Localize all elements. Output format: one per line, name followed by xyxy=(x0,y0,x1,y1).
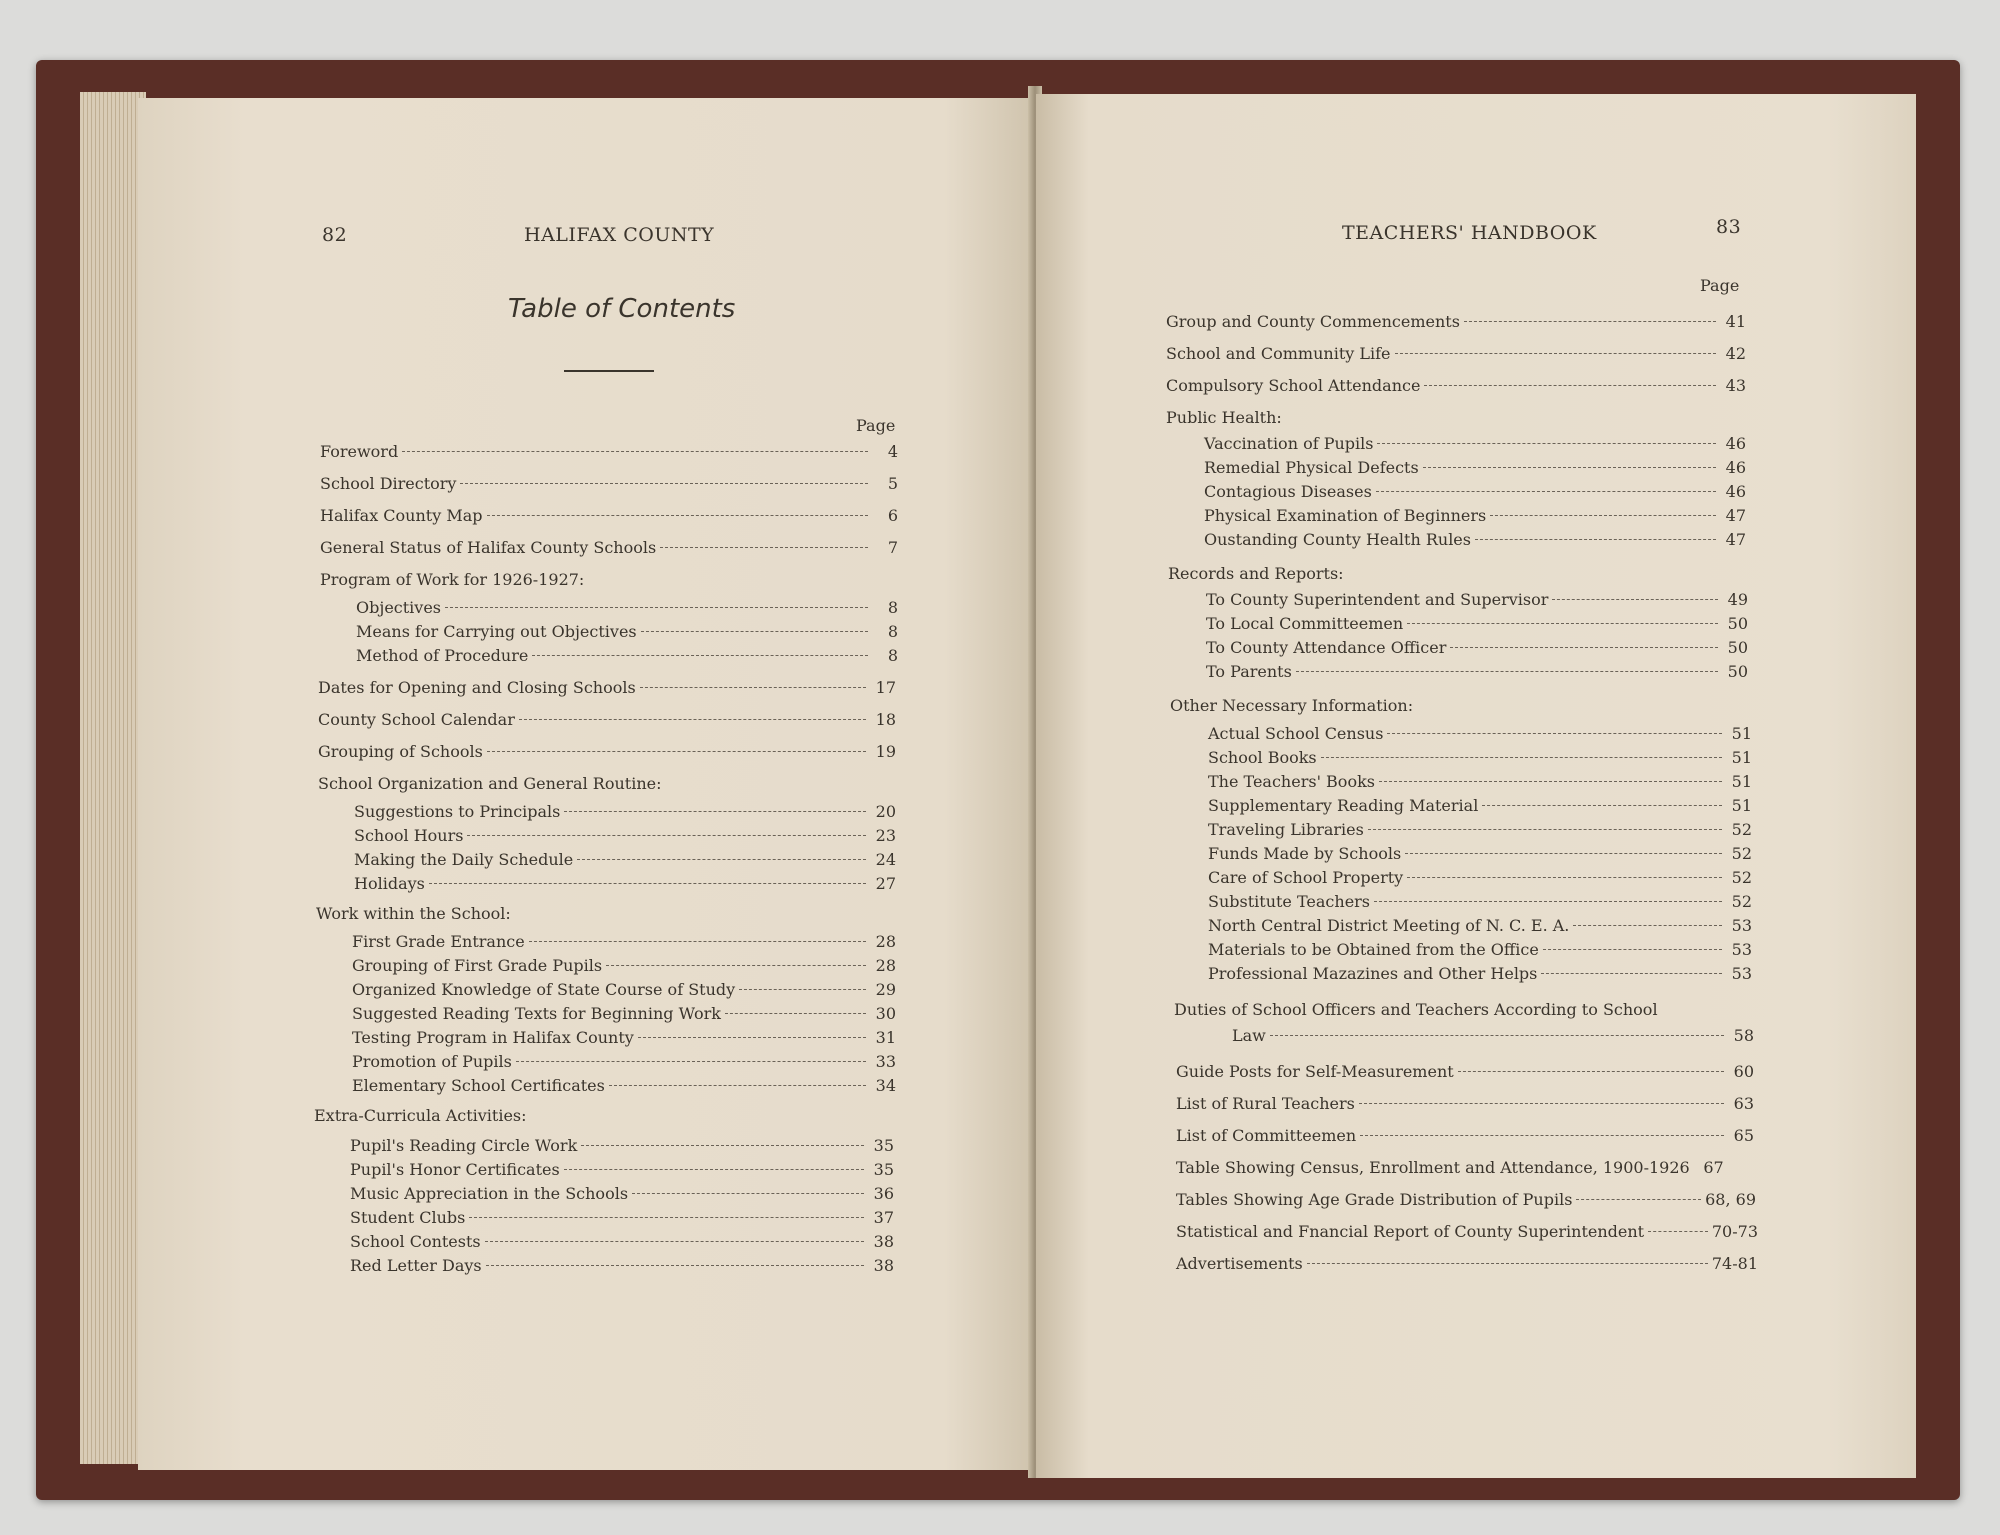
toc-subentry[interactable] xyxy=(350,1232,894,1251)
entry-page: 7 xyxy=(887,538,898,557)
toc-subentry[interactable] xyxy=(1208,724,1752,743)
left-page-column-label: Page xyxy=(856,416,896,435)
entry-page: 42 xyxy=(1725,344,1746,363)
toc-subentry[interactable] xyxy=(356,622,898,641)
entry-page: 35 xyxy=(873,1136,894,1155)
toc-subentry[interactable] xyxy=(350,1208,894,1227)
entry-page: 28 xyxy=(875,956,896,975)
toc-subentry[interactable] xyxy=(350,1136,894,1155)
entry-page: 50 xyxy=(1727,614,1748,633)
entry-page: 23 xyxy=(875,826,896,845)
entry-label: To Local Committeemen xyxy=(1206,614,1404,633)
entry-page: 20 xyxy=(875,802,896,821)
leader-dots xyxy=(577,859,866,860)
leader-dots xyxy=(1543,949,1722,950)
toc-subentry[interactable] xyxy=(1208,916,1752,935)
leader-dots xyxy=(487,751,866,752)
leader-dots xyxy=(1450,647,1718,648)
entry-label: Remedial Physical Defects xyxy=(1204,458,1419,477)
leader-dots xyxy=(606,965,866,966)
entry-label: To County Attendance Officer xyxy=(1206,638,1447,657)
toc-entry[interactable] xyxy=(318,710,896,729)
entry-page: 34 xyxy=(875,1076,896,1095)
right-page-number: 83 xyxy=(1716,216,1742,238)
toc-subentry[interactable] xyxy=(356,598,898,617)
entry-page: 46 xyxy=(1725,482,1746,501)
entry-label: Suggestions to Principals xyxy=(354,802,561,821)
leader-dots xyxy=(1387,733,1722,734)
entry-label: Table Showing Census, Enrollment and Attendance, 1900-1926 xyxy=(1176,1158,1690,1177)
toc-subentry[interactable] xyxy=(1206,614,1748,633)
toc-entry-continuation[interactable] xyxy=(1232,1026,1754,1045)
entry-page: 53 xyxy=(1731,916,1752,935)
leader-dots xyxy=(1368,829,1722,830)
entry-label: Compulsory School Attendance xyxy=(1166,376,1421,395)
toc-subentry[interactable] xyxy=(1206,590,1748,609)
toc-subentry[interactable] xyxy=(1204,530,1746,549)
leader-dots xyxy=(1475,539,1716,540)
entry-label: Making the Daily Schedule xyxy=(354,850,574,869)
toc-subentry[interactable] xyxy=(1204,506,1746,525)
entry-page: 27 xyxy=(875,874,896,893)
leader-dots xyxy=(632,1193,864,1194)
toc-subentry[interactable] xyxy=(352,1076,896,1095)
entry-label: Advertisements xyxy=(1176,1254,1303,1273)
toc-section-heading: Records and Reports: xyxy=(1168,564,1344,583)
toc-subentry[interactable] xyxy=(1208,820,1752,839)
toc-entry[interactable] xyxy=(1176,1190,1756,1209)
leader-dots xyxy=(469,1217,864,1218)
entry-page: 8 xyxy=(887,646,898,665)
entry-label: Supplementary Reading Material xyxy=(1208,796,1479,815)
toc-subentry[interactable] xyxy=(1208,940,1752,959)
leader-dots xyxy=(460,483,868,484)
entry-label: Vaccination of Pupils xyxy=(1204,434,1374,453)
entry-page: 53 xyxy=(1731,940,1752,959)
entry-label: Holidays xyxy=(354,874,425,893)
right-running-head: TEACHERS' HANDBOOK xyxy=(1342,222,1597,244)
leader-dots xyxy=(445,607,868,608)
right-page-column-label: Page xyxy=(1700,276,1740,295)
leader-dots xyxy=(1458,1071,1724,1072)
toc-subentry[interactable] xyxy=(352,1004,896,1023)
toc-entry[interactable] xyxy=(1166,344,1746,363)
entry-label: Student Clubs xyxy=(350,1208,466,1227)
right-page xyxy=(1036,94,1916,1478)
leader-dots xyxy=(581,1145,864,1146)
toc-entry[interactable] xyxy=(320,538,898,557)
leader-dots xyxy=(1482,805,1722,806)
entry-page: 49 xyxy=(1727,590,1748,609)
entry-page: 41 xyxy=(1725,312,1746,331)
toc-entry[interactable] xyxy=(320,442,898,461)
leader-dots xyxy=(1490,515,1716,516)
toc-subentry[interactable] xyxy=(350,1160,894,1179)
entry-page: 67 xyxy=(1703,1158,1724,1177)
entry-page: 29 xyxy=(875,980,896,999)
toc-subentry[interactable] xyxy=(1204,458,1746,477)
leader-dots xyxy=(725,1013,866,1014)
entry-label: School Contests xyxy=(350,1232,481,1251)
leader-dots xyxy=(532,655,868,656)
entry-label: To Parents xyxy=(1206,662,1292,681)
entry-page: 60 xyxy=(1733,1062,1754,1081)
entry-page: 52 xyxy=(1731,868,1752,887)
toc-subentry[interactable] xyxy=(1208,868,1752,887)
leader-dots xyxy=(487,515,869,516)
entry-page: 52 xyxy=(1731,892,1752,911)
entry-label: Elementary School Certificates xyxy=(352,1076,605,1095)
toc-subentry[interactable] xyxy=(352,956,896,975)
entry-page: 31 xyxy=(875,1028,896,1047)
entry-page: 70-73 xyxy=(1711,1222,1758,1241)
entry-label: Materials to be Obtained from the Office xyxy=(1208,940,1539,959)
entry-label: Physical Examination of Beginners xyxy=(1204,506,1487,525)
toc-subentry[interactable] xyxy=(356,646,898,665)
entry-label: Objectives xyxy=(356,598,442,617)
entry-page: 52 xyxy=(1731,820,1752,839)
leader-dots xyxy=(1576,1199,1701,1200)
entry-page: 5 xyxy=(887,474,898,493)
leader-dots xyxy=(1359,1103,1724,1104)
toc-section-heading: Public Health: xyxy=(1166,408,1282,427)
toc-section-heading: Extra-Curricula Activities: xyxy=(314,1106,527,1125)
entry-page: 46 xyxy=(1725,434,1746,453)
toc-subentry[interactable] xyxy=(350,1184,894,1203)
toc-subentry[interactable] xyxy=(1204,482,1746,501)
toc-subentry[interactable] xyxy=(352,980,896,999)
entry-page: 33 xyxy=(875,1052,896,1071)
entry-label: First Grade Entrance xyxy=(352,932,525,951)
entry-label: Suggested Reading Texts for Beginning Work xyxy=(352,1004,721,1023)
toc-subentry[interactable] xyxy=(350,1256,894,1275)
leader-dots xyxy=(1464,321,1716,322)
entry-label: Law xyxy=(1232,1026,1266,1045)
entry-page: 4 xyxy=(887,442,898,461)
entry-label: Organized Knowledge of State Course of Study xyxy=(352,980,736,999)
toc-entry[interactable] xyxy=(1176,1062,1754,1081)
entry-label: The Teachers' Books xyxy=(1208,772,1375,791)
left-page-number: 82 xyxy=(322,224,348,246)
leader-dots xyxy=(519,719,866,720)
leader-dots xyxy=(516,1061,866,1062)
entry-label: Traveling Libraries xyxy=(1208,820,1364,839)
toc-entry[interactable] xyxy=(320,506,898,525)
entry-label: School and Community Life xyxy=(1166,344,1391,363)
leader-dots xyxy=(486,1265,864,1266)
leader-dots xyxy=(1423,467,1716,468)
leader-dots xyxy=(1270,1035,1724,1036)
entry-label: School Books xyxy=(1208,748,1317,767)
left-running-head: HALIFAX COUNTY xyxy=(524,224,715,246)
entry-page: 36 xyxy=(873,1184,894,1203)
left-page xyxy=(138,98,1034,1470)
leader-dots xyxy=(1405,853,1722,854)
entry-page: 63 xyxy=(1733,1094,1754,1113)
leader-dots xyxy=(1407,877,1722,878)
toc-section-heading: School Organization and General Routine: xyxy=(318,774,662,793)
leader-dots xyxy=(1321,757,1722,758)
entry-label: To County Superintendent and Supervisor xyxy=(1206,590,1549,609)
toc-subentry[interactable] xyxy=(1206,638,1748,657)
entry-page: 8 xyxy=(887,622,898,641)
leader-dots xyxy=(529,941,866,942)
entry-label: Oustanding County Health Rules xyxy=(1204,530,1471,549)
leader-dots xyxy=(1395,353,1717,354)
entry-page: 37 xyxy=(873,1208,894,1227)
leader-dots xyxy=(564,1169,864,1170)
entry-page: 51 xyxy=(1731,796,1752,815)
entry-page: 47 xyxy=(1725,506,1746,525)
leader-dots xyxy=(1360,1135,1724,1136)
toc-subentry[interactable] xyxy=(352,1052,896,1071)
leader-dots xyxy=(660,547,868,548)
leader-dots xyxy=(1374,901,1722,902)
entry-label: North Central District Meeting of N. C. E. A. xyxy=(1208,916,1570,935)
toc-entry[interactable] xyxy=(1176,1222,1758,1241)
entry-page: 58 xyxy=(1733,1026,1754,1045)
entry-page: 28 xyxy=(875,932,896,951)
leader-dots xyxy=(1573,925,1722,926)
entry-label: Actual School Census xyxy=(1208,724,1384,743)
entry-page: 52 xyxy=(1731,844,1752,863)
entry-page: 38 xyxy=(873,1232,894,1251)
toc-section-heading: Work within the School: xyxy=(316,904,511,923)
entry-page: 74-81 xyxy=(1711,1254,1758,1273)
leader-dots xyxy=(1541,973,1722,974)
toc-entry[interactable] xyxy=(1166,376,1746,395)
toc-entry[interactable] xyxy=(318,678,896,697)
toc-section-heading: Program of Work for 1926-1927: xyxy=(320,570,585,589)
entry-page: 46 xyxy=(1725,458,1746,477)
entry-label: Statistical and Fnancial Report of County Superintendent xyxy=(1176,1222,1645,1241)
entry-label: Substitute Teachers xyxy=(1208,892,1371,911)
entry-label: Means for Carrying out Objectives xyxy=(356,622,637,641)
entry-label: List of Rural Teachers xyxy=(1176,1094,1355,1113)
entry-label: Dates for Opening and Closing Schools xyxy=(318,678,636,697)
entry-page: 8 xyxy=(887,598,898,617)
toc-entry[interactable] xyxy=(318,742,896,761)
leader-dots xyxy=(638,1037,866,1038)
toc-entry[interactable] xyxy=(1176,1094,1754,1113)
entry-label: Contagious Diseases xyxy=(1204,482,1372,501)
leader-dots xyxy=(1552,599,1718,600)
toc-subentry[interactable] xyxy=(1208,772,1752,791)
entry-label: Promotion of Pupils xyxy=(352,1052,512,1071)
toc-subentry[interactable] xyxy=(1208,964,1752,983)
entry-page: 51 xyxy=(1731,772,1752,791)
toc-subentry[interactable] xyxy=(1208,844,1752,863)
entry-page: 18 xyxy=(875,710,896,729)
toc-subentry[interactable] xyxy=(1204,434,1746,453)
toc-title: Table of Contents xyxy=(508,294,736,324)
toc-subentry[interactable] xyxy=(1208,892,1752,911)
entry-label: Grouping of Schools xyxy=(318,742,483,761)
entry-label: List of Committeemen xyxy=(1176,1126,1357,1145)
entry-label: Method of Procedure xyxy=(356,646,529,665)
leader-dots xyxy=(641,631,868,632)
leader-dots xyxy=(739,989,866,990)
entry-label: Group and County Commencements xyxy=(1166,312,1460,331)
entry-label: School Directory xyxy=(320,474,457,493)
entry-label: Red Letter Days xyxy=(350,1256,482,1275)
entry-page: 43 xyxy=(1725,376,1746,395)
entry-page: 53 xyxy=(1731,964,1752,983)
leader-dots xyxy=(1407,623,1718,624)
entry-label: General Status of Halifax County Schools xyxy=(320,538,657,557)
toc-subentry[interactable] xyxy=(352,932,896,951)
toc-subentry[interactable] xyxy=(354,850,896,869)
toc-subentry[interactable] xyxy=(1208,796,1752,815)
entry-page: 38 xyxy=(873,1256,894,1275)
toc-entry[interactable] xyxy=(1166,312,1746,331)
entry-label: County School Calendar xyxy=(318,710,515,729)
toc-entry[interactable] xyxy=(1176,1254,1758,1273)
entry-page: 19 xyxy=(875,742,896,761)
entry-label: Grouping of First Grade Pupils xyxy=(352,956,603,975)
entry-label: Funds Made by Schools xyxy=(1208,844,1402,863)
entry-label: Guide Posts for Self-Measurement xyxy=(1176,1062,1454,1081)
leader-dots xyxy=(1648,1231,1708,1232)
toc-subentry[interactable] xyxy=(1206,662,1748,681)
leader-dots xyxy=(1296,671,1718,672)
toc-entry[interactable] xyxy=(1176,1126,1754,1145)
toc-subentry[interactable] xyxy=(352,1028,896,1047)
entry-label: Music Appreciation in the Schools xyxy=(350,1184,629,1203)
toc-subentry[interactable] xyxy=(354,802,896,821)
leader-dots xyxy=(564,811,866,812)
entry-label: School Hours xyxy=(354,826,464,845)
entry-label: Halifax County Map xyxy=(320,506,483,525)
toc-subentry[interactable] xyxy=(354,826,896,845)
entry-page: 6 xyxy=(887,506,898,525)
toc-entry[interactable] xyxy=(1176,1158,1754,1177)
toc-section-heading: Duties of School Officers and Teachers According to School xyxy=(1174,1000,1658,1019)
leader-dots xyxy=(1424,385,1716,386)
leader-dots xyxy=(1379,781,1722,782)
toc-section-heading: Other Necessary Information: xyxy=(1170,696,1414,715)
leader-dots xyxy=(1307,1263,1708,1264)
entry-page: 17 xyxy=(875,678,896,697)
entry-page: 50 xyxy=(1727,638,1748,657)
entry-label: Tables Showing Age Grade Distribution of Pupils xyxy=(1176,1190,1573,1209)
leader-dots xyxy=(467,835,866,836)
title-rule xyxy=(564,370,654,372)
toc-entry[interactable] xyxy=(320,474,898,493)
entry-label: Care of School Property xyxy=(1208,868,1404,887)
entry-page: 24 xyxy=(875,850,896,869)
leader-dots xyxy=(1377,443,1716,444)
entry-page: 51 xyxy=(1731,724,1752,743)
entry-label: Foreword xyxy=(320,442,399,461)
entry-label: Testing Program in Halifax County xyxy=(352,1028,634,1047)
leader-dots xyxy=(402,451,868,452)
leader-dots xyxy=(485,1241,864,1242)
page-edges xyxy=(80,92,146,1464)
entry-label: Pupil's Reading Circle Work xyxy=(350,1136,578,1155)
entry-page: 50 xyxy=(1727,662,1748,681)
leader-dots xyxy=(1376,491,1716,492)
entry-page: 35 xyxy=(873,1160,894,1179)
entry-label: Professional Mazazines and Other Helps xyxy=(1208,964,1538,983)
entry-label: Pupil's Honor Certificates xyxy=(350,1160,560,1179)
entry-page: 51 xyxy=(1731,748,1752,767)
leader-dots xyxy=(429,883,866,884)
entry-page: 47 xyxy=(1725,530,1746,549)
toc-subentry[interactable] xyxy=(1208,748,1752,767)
toc-subentry[interactable] xyxy=(354,874,896,893)
entry-page: 65 xyxy=(1733,1126,1754,1145)
leader-dots xyxy=(609,1085,866,1086)
leader-dots xyxy=(640,687,866,688)
entry-page: 68, 69 xyxy=(1705,1190,1756,1209)
entry-page: 30 xyxy=(875,1004,896,1023)
